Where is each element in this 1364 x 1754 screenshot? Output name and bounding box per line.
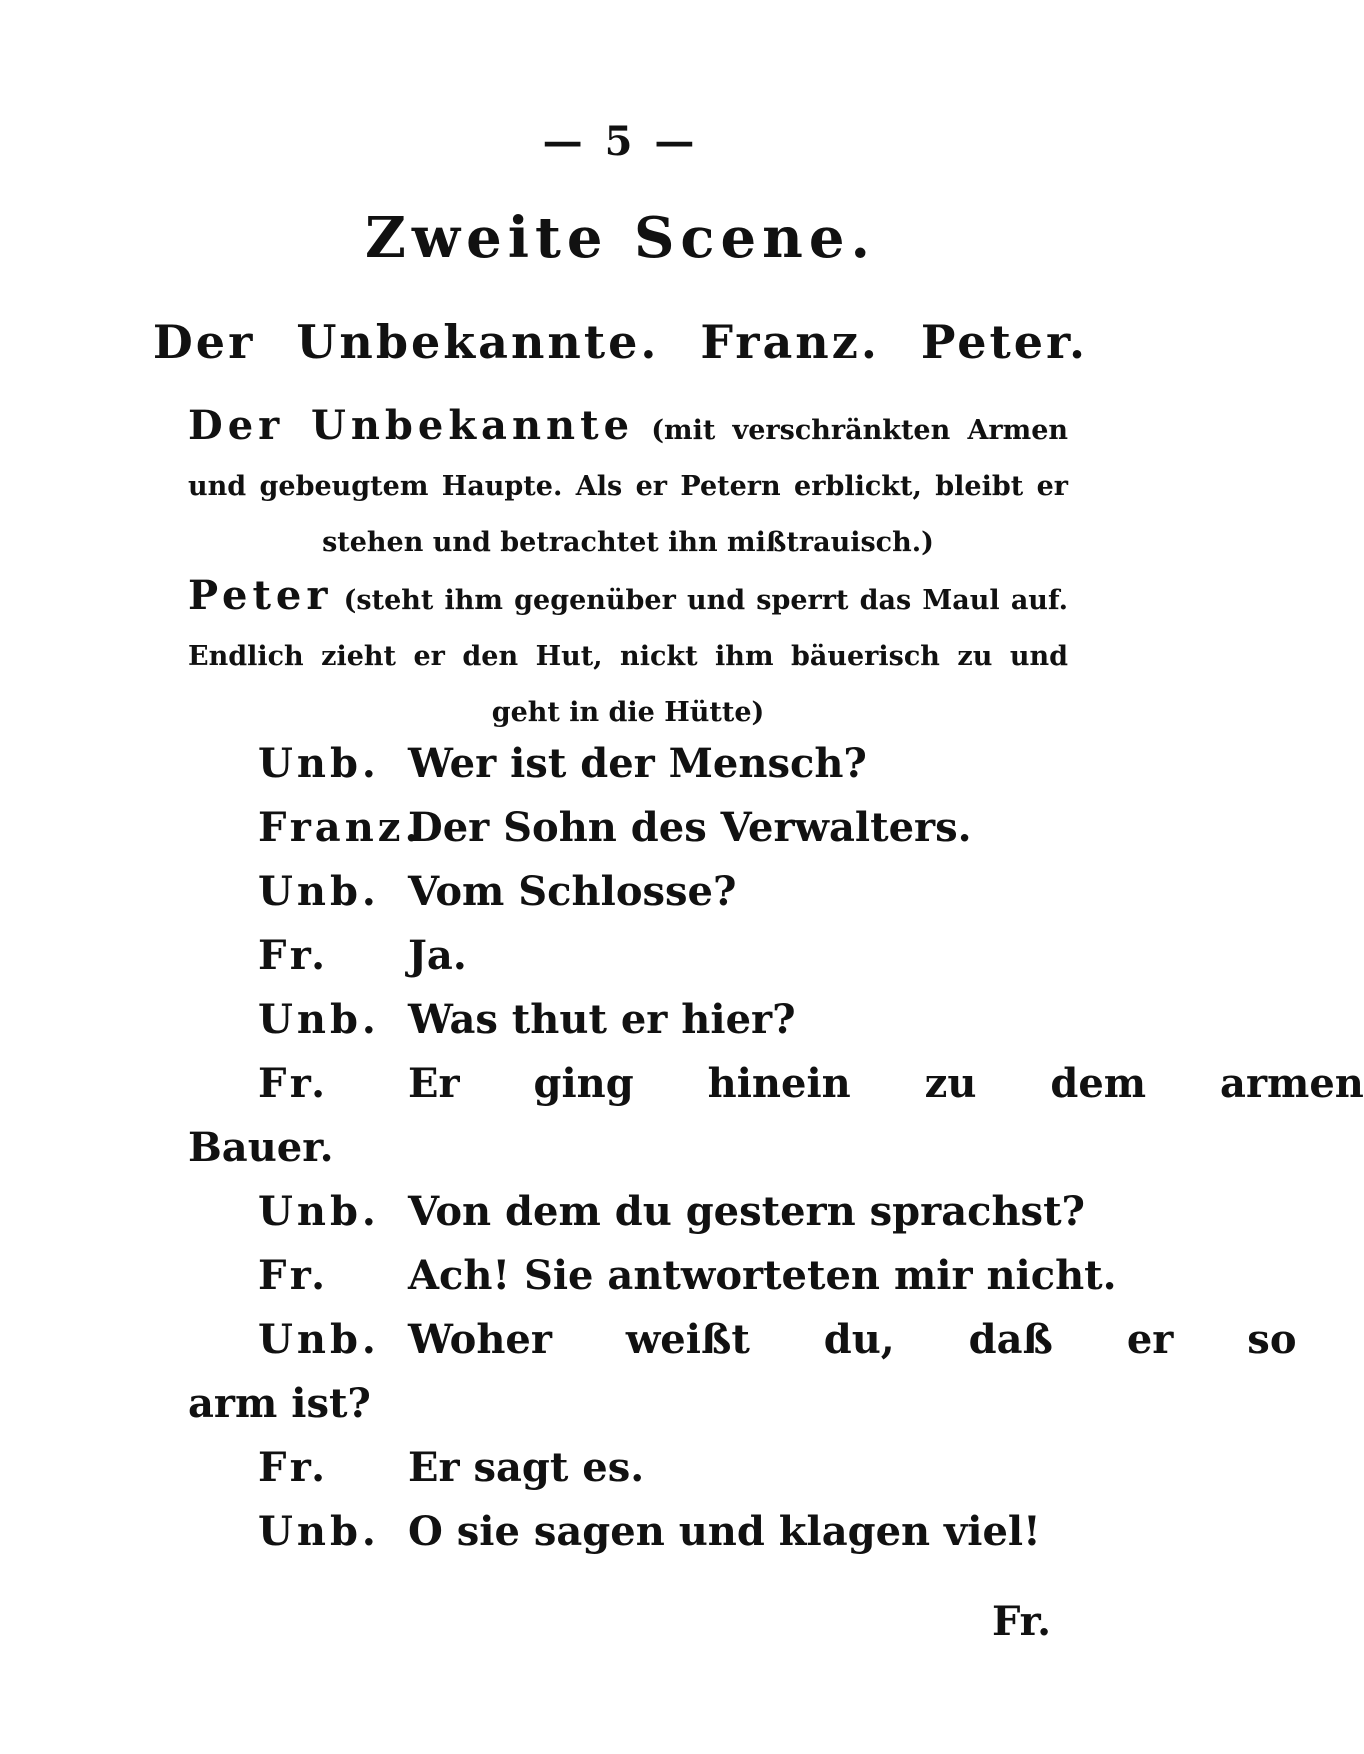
catchword: Fr. [991,1598,1051,1645]
speaker-abbrev: Fr. [258,1252,330,1299]
line-text: Von dem du gestern sprachst? [408,1188,1085,1235]
page-number: — 5 — [542,118,699,165]
dialogue-line [188,1500,1058,1564]
dialogue-line [188,1244,1117,1308]
speaker-abbrev: Unb. [258,868,380,915]
speaker-abbrev: Unb. [258,1508,380,1555]
speaker-abbrev: Unb. [258,1316,380,1363]
dialogue-line [188,1052,1364,1116]
line-text: O sie sagen und klagen viel! [408,1508,1041,1555]
line-text: Woher weißt du, daß er so [408,1316,1297,1363]
speaker-abbrev: Franz. [258,804,423,851]
dialogue-line [188,732,1058,796]
speaker-abbrev: Unb. [258,1188,380,1235]
dialogue [188,732,1364,1564]
stage-direction-unbekannte [188,398,1068,571]
stage-speaker: Der Unbekannte [188,402,635,449]
line-text: Er ging hinein zu dem armen [408,1060,1364,1107]
stage-text: (steht ihm gegenüber und sperrt das Maul auf. Endlich zieht er den Hut, nickt ihm bäuerisch zu und geht in die Hütte) [188,585,1068,728]
line-text: Der Sohn des Verwalters. [408,804,972,851]
speaker-abbrev: Unb. [258,996,380,1043]
dialogue-line [188,1436,1058,1500]
line-text: Wer ist der Mensch? [408,740,867,787]
line-text: Vom Schlosse? [408,868,737,915]
stage-text: (mit verschränkten Armen und gebeugtem Haupte. Als er Petern erblickt, bleibt er stehen und betrachtet ihn mißtrauisch.) [188,415,1068,558]
dialogue-line [188,796,1058,860]
speaker-abbrev: Fr. [258,1060,330,1107]
dialogue-line [188,988,1058,1052]
line-text: Bauer. [188,1124,334,1171]
speaker-abbrev: Fr. [258,932,330,979]
line-text: Er sagt es. [408,1444,645,1491]
stage-direction-peter [188,568,1068,741]
line-text: arm ist? [188,1380,371,1427]
speaker-abbrev: Unb. [258,740,380,787]
dialogue-line [188,1180,1085,1244]
speaker-abbrev: Fr. [258,1444,330,1491]
scene-title: Zweite Scene. [365,205,876,271]
dialogue-line [188,860,1058,924]
line-text: Ach! Sie antworteten mir nicht. [408,1252,1117,1299]
stage-speaker: Peter [188,572,333,619]
dialogue-continuation [188,1372,1058,1436]
character-list: Der Unbekannte. Franz. Peter. [152,315,1089,369]
dialogue-continuation [188,1116,1058,1180]
dialogue-line [188,1308,1297,1372]
line-text: Ja. [408,932,467,979]
dialogue-line [188,924,1058,988]
line-text: Was thut er hier? [408,996,796,1043]
